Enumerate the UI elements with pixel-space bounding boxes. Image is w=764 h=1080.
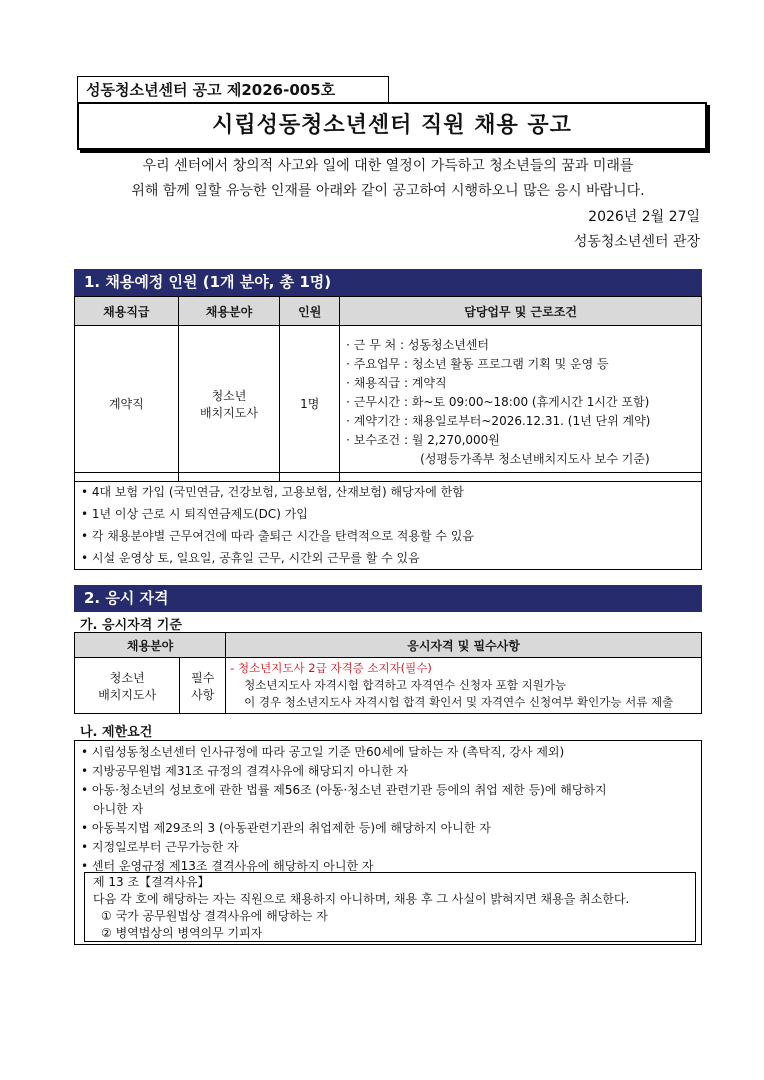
table-row	[75, 658, 702, 714]
column-header: 채용분야	[75, 633, 226, 658]
duty-item: · 근무시간 : 화~토 09:00~18:00 (휴게시간 1시간 포함)	[346, 395, 650, 409]
article-item: ① 국가 공무원법상 결격사유에 해당하는 자	[101, 909, 328, 923]
notice-date: 2026년 2월 27일	[588, 209, 700, 225]
list-item: • 아동·청소년의 성보호에 관한 법률 제56조 (아동·청소년 관련기관 등에의 취업 제한 등)에 해당하지	[81, 783, 607, 797]
required-line: 사항	[191, 687, 215, 702]
list-item: • 1년 이상 근로 시 퇴직연금제도(DC) 가입	[81, 507, 308, 521]
count-cell: 1명	[280, 326, 340, 482]
qualification-sub: 이 경우 청소년지도사 자격시험 합격 확인서 및 자격연수 신청여부 확인가능 서류 제출	[244, 695, 674, 709]
field-line: 청소년	[109, 670, 145, 685]
duty-item: · 보수조건 : 월 2,270,000원	[346, 433, 500, 447]
table-header-row	[75, 633, 702, 658]
list-item: • 아동복지법 제29조의 3 (아동관련기관의 취업제한 등)에 해당하지 아니한 자	[81, 821, 491, 835]
article-body: 다음 각 호에 해당하는 자는 직원으로 채용하지 아니하며, 채용 후 그 사실이 밝혀지면 채용을 취소한다.	[93, 892, 630, 906]
column-header: 채용분야	[178, 297, 280, 326]
list-item: 아니한 자	[93, 802, 144, 816]
duty-item: · 채용직급 : 계약직	[346, 376, 447, 390]
list-item: • 시립성동청소년센터 인사규정에 따라 공고일 기준 만60세에 달하는 자 (촉탁직, 강사 제외)	[81, 745, 565, 759]
qualification-main: - 청소년지도사 2급 자격증 소지자(필수)	[230, 661, 432, 675]
recruitment-table	[74, 296, 702, 482]
subheading-restrictions: 나. 제한요건	[80, 725, 153, 740]
duties-cell	[340, 326, 702, 482]
duty-item: · 근 무 처 : 성동청소년센터	[346, 338, 490, 352]
column-header: 응시자격 및 필수사항	[226, 633, 702, 658]
section-heading-qualification: 2. 응시 자격	[74, 585, 702, 612]
notice-number: 성동청소년센터 공고 제2026-005호	[77, 76, 389, 102]
duty-item: · 주요업무 : 청소년 활동 프로그램 기획 및 운영 등	[346, 357, 609, 371]
field-cell	[75, 658, 180, 714]
column-header: 채용직급	[75, 297, 179, 326]
duty-item: · 계약기간 : 채용일로부터~2026.12.31. (1년 단위 계약)	[346, 414, 651, 428]
list-item: • 시설 운영상 토, 일요일, 공휴일 근무, 시간외 근무를 할 수 있음	[81, 551, 420, 565]
intro-line: 위해 함께 일할 유능한 인재를 아래와 같이 공고하여 시행하오니 많은 응시 바랍니다.	[131, 183, 645, 199]
column-header: 담당업무 및 근로조건	[340, 297, 702, 326]
grade-cell: 계약직	[75, 326, 179, 482]
list-item: • 각 채용분야별 근무여건에 따라 출퇴근 시간을 탄력적으로 적용할 수 있음	[81, 529, 474, 543]
article-item: ② 병역법상의 병역의무 기피자	[101, 926, 263, 940]
required-cell	[180, 658, 226, 714]
duty-item: (성평등가족부 청소년배치지도사 보수 기준)	[420, 452, 650, 466]
qualification-sub: 청소년지도사 자격시험 합격하고 자격연수 신청자 포함 지원가능	[244, 678, 567, 692]
article-title: 제 13 조【결격사유】	[93, 875, 210, 889]
intro-paragraph	[58, 154, 718, 204]
table-header-row	[75, 297, 702, 326]
field-cell	[178, 326, 280, 482]
field-line: 배치지도사	[98, 687, 157, 702]
page-title: 시립성동청소년센터 직원 채용 공고	[77, 102, 707, 150]
list-item: • 지방공무원법 제31조 규정의 결격사유에 해당되지 아니한 자	[81, 764, 409, 778]
subheading-qualification-criteria: 가. 응시자격 기준	[80, 618, 182, 633]
list-item: • 센터 운영규정 제13조 결격사유에 해당하지 아니한 자	[81, 859, 374, 873]
field-line: 청소년	[211, 388, 247, 403]
required-line: 필수	[191, 670, 215, 685]
table-row	[75, 326, 702, 482]
qualification-cell	[226, 658, 702, 714]
intro-line: 우리 센터에서 창의적 사고와 일에 대한 열정이 가득하고 청소년들의 꿈과 미래를	[142, 158, 634, 174]
section-heading-recruitment: 1. 채용예정 인원 (1개 분야, 총 1명)	[74, 269, 702, 296]
list-item: • 지정일로부터 근무가능한 자	[81, 840, 239, 854]
column-header: 인원	[280, 297, 340, 326]
list-item: • 4대 보험 가입 (국민연금, 건강보험, 고용보험, 산재보험) 해당자에 한함	[81, 485, 464, 499]
field-line: 배치지도사	[200, 405, 258, 420]
employment-notes	[74, 472, 702, 570]
qualification-table	[74, 632, 702, 714]
issuer: 성동청소년센터 관장	[573, 234, 700, 250]
article-13-box	[84, 872, 696, 942]
